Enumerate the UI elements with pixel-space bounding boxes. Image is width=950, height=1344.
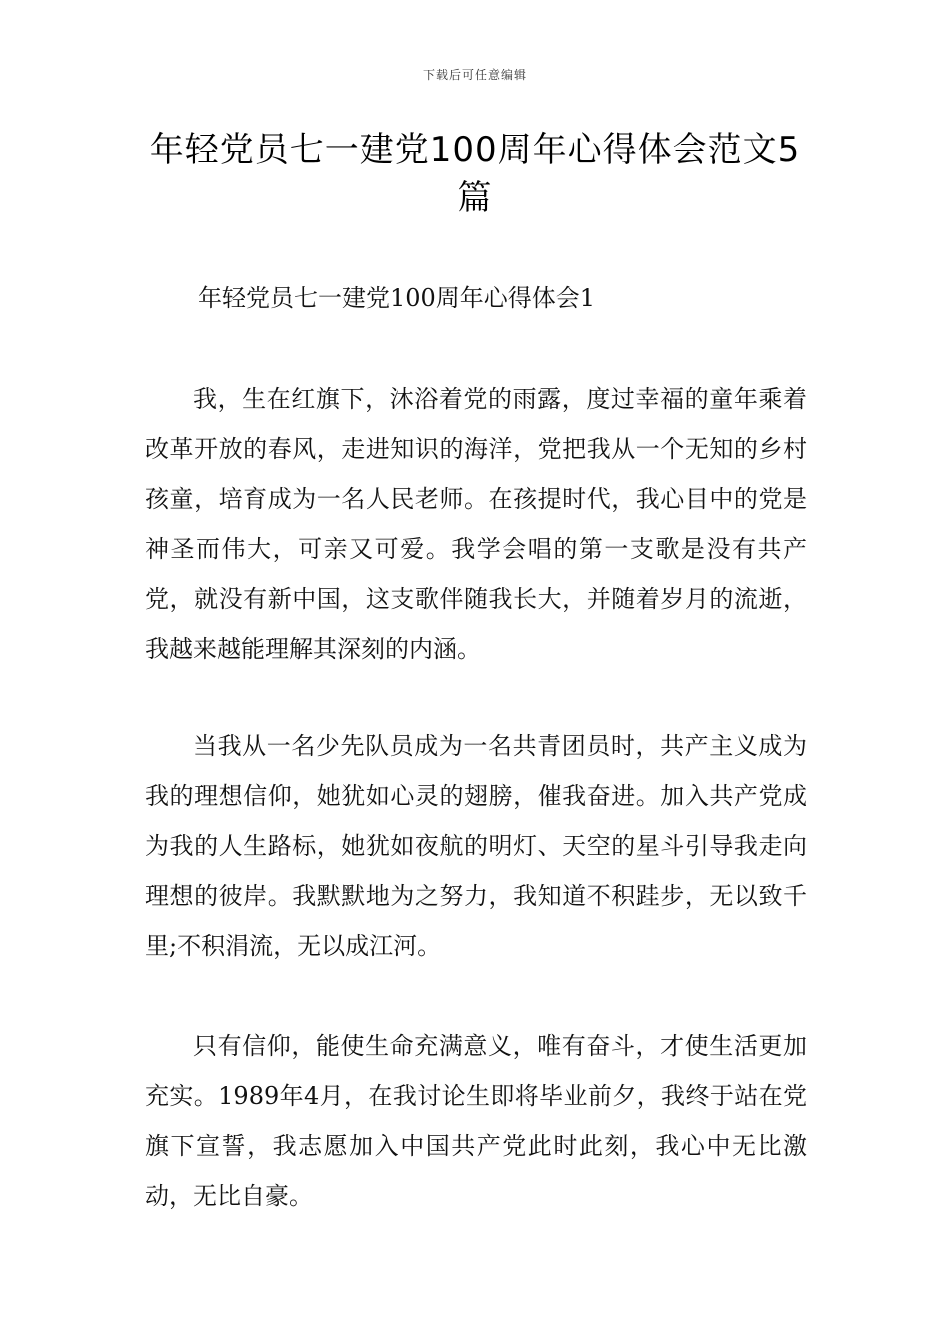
section-heading: 年轻党员七一建党100周年心得体会1 [198, 284, 596, 312]
header-note: 下载后可任意编辑 [422, 68, 527, 82]
body-paragraph-3: 只有信仰，能使生命充满意义，唯有奋斗，才使生活更加充实。1989年4月，在我讨论生即将毕业前夕，我终于站在党旗下宣誓，我志愿加入中国共产党此时此刻，我心中无比激动，无比自豪。 [145, 1032, 807, 1210]
body-paragraph-1: 我，生在红旗下，沐浴着党的雨露，度过幸福的童年乘着改革开放的春风，走进知识的海洋，党把我从一个无知的乡村孩童，培育成为一名人民老师。在孩提时代，我心目中的党是神圣而伟大，可亲又可爱。我学会唱的第一支歌是没有共产党，就没有新中国，这支歌伴随我长大，并随着岁月的流逝，我越来越能理解其深刻的内涵。 [145, 385, 807, 663]
document-title: 年轻党员七一建党100周年心得体会范文5篇 [149, 130, 801, 218]
body-paragraph-2: 当我从一名少先队员成为一名共青团员时，共产主义成为我的理想信仰，她犹如心灵的翅膀，催我奋进。加入共产党成为我的人生路标，她犹如夜航的明灯、天空的星斗引导我走向理想的彼岸。我默默地为之努力，我知道不积跬步，无以致千里;不积涓流，无以成江河。 [145, 732, 807, 960]
